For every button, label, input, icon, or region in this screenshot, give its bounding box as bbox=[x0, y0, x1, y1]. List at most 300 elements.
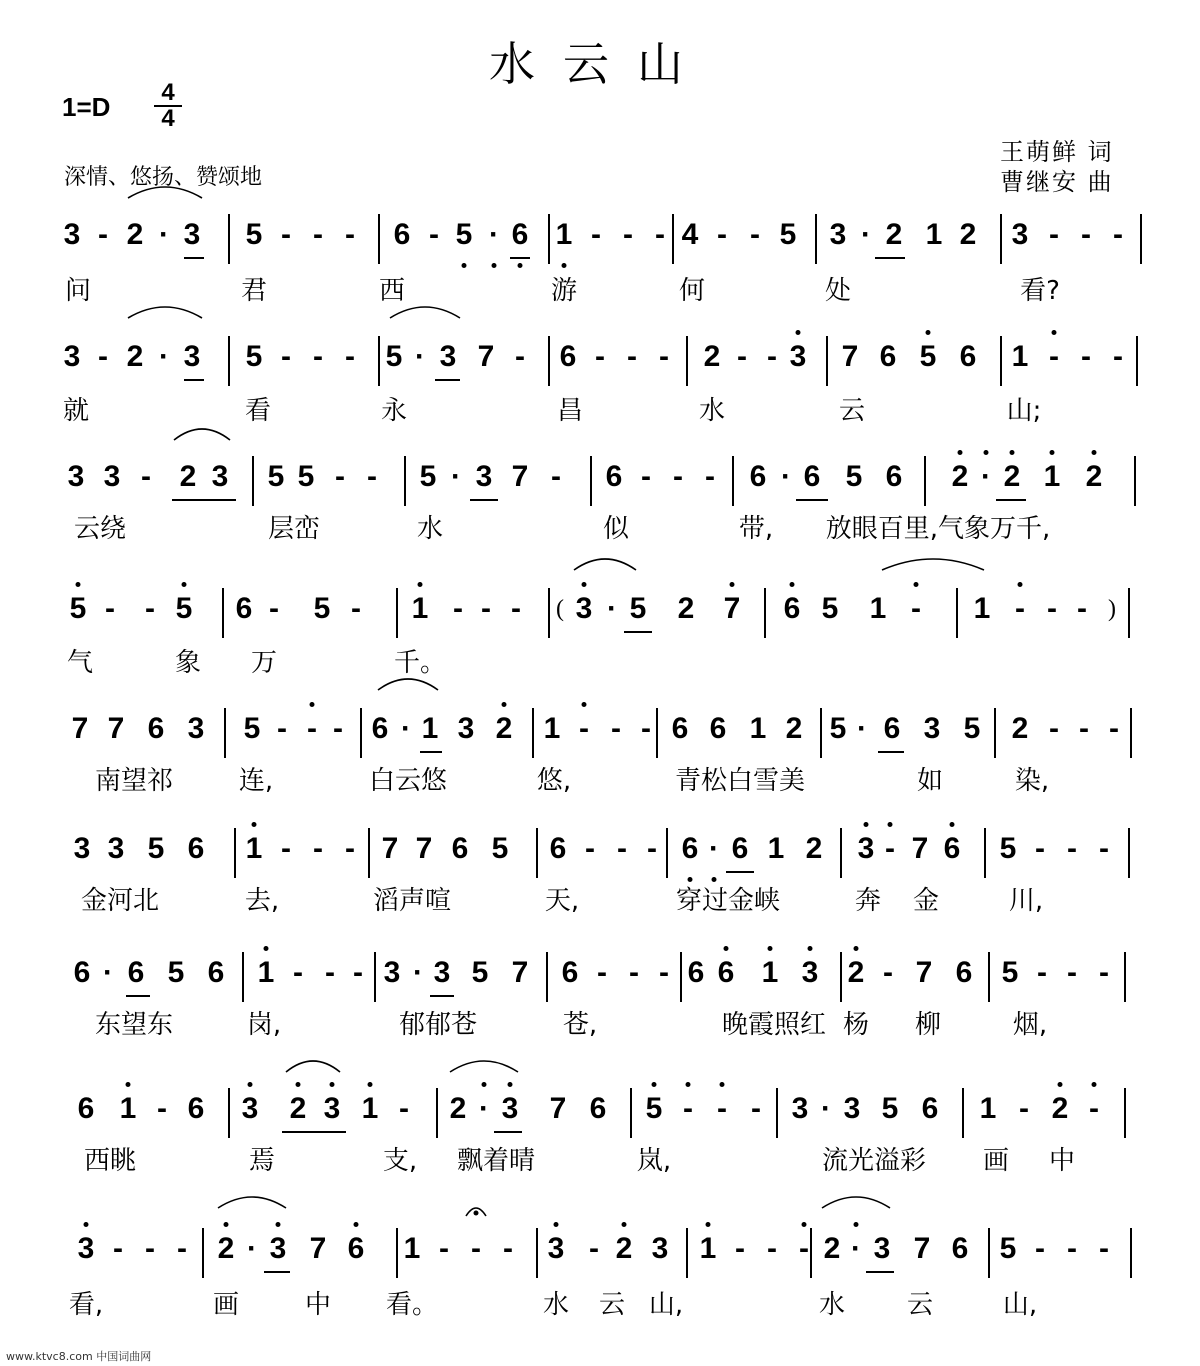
eighth-underline bbox=[126, 995, 150, 997]
eighth-underline bbox=[184, 257, 204, 259]
note: 6 bbox=[951, 1232, 969, 1265]
note: 1 bbox=[411, 592, 429, 625]
lyric: 中 bbox=[304, 1290, 332, 1320]
augmentation-dot: · bbox=[821, 1092, 831, 1125]
dash: - bbox=[595, 340, 605, 373]
barline bbox=[1136, 336, 1138, 386]
note: 5 bbox=[419, 460, 437, 493]
barline bbox=[776, 1088, 778, 1138]
note: 2 bbox=[1011, 712, 1029, 745]
lyric: 西眺 bbox=[83, 1146, 137, 1176]
staff-line bbox=[0, 1222, 1200, 1284]
note: 1 bbox=[767, 832, 785, 865]
note: 5 bbox=[313, 592, 331, 625]
barline bbox=[242, 952, 244, 1002]
slur bbox=[450, 1061, 518, 1072]
lyric: 支, bbox=[382, 1146, 418, 1176]
dash: - bbox=[313, 340, 323, 373]
note: 2 bbox=[847, 956, 865, 989]
octave-dot-low bbox=[518, 263, 523, 268]
note: 5 bbox=[829, 712, 847, 745]
note: 6 bbox=[511, 218, 529, 251]
octave-dot-high bbox=[582, 582, 587, 587]
eighth-underline bbox=[878, 751, 904, 753]
note: 6 bbox=[803, 460, 821, 493]
dash: - bbox=[335, 460, 345, 493]
dash: - bbox=[345, 832, 355, 865]
note: 1 bbox=[761, 956, 779, 989]
note: 2 bbox=[615, 1232, 633, 1265]
lyric: 看? bbox=[1020, 276, 1060, 306]
lyric: 云 bbox=[598, 1290, 626, 1320]
dash: - bbox=[515, 340, 525, 373]
dash: - bbox=[641, 712, 651, 745]
staff-line bbox=[0, 946, 1200, 1008]
augmentation-dot: · bbox=[159, 340, 169, 373]
lyric: 焉 bbox=[248, 1146, 276, 1176]
note: 6 bbox=[371, 712, 389, 745]
octave-dot-high bbox=[854, 1222, 859, 1227]
note: 7 bbox=[723, 592, 741, 625]
octave-dot-high bbox=[720, 1082, 725, 1087]
lyric: 画 bbox=[212, 1290, 240, 1320]
note: 6 bbox=[187, 1092, 205, 1125]
octave-dot-high bbox=[1092, 1082, 1097, 1087]
lyric-line bbox=[0, 510, 1200, 550]
dash: - bbox=[1049, 218, 1059, 251]
lyric: 中 bbox=[1048, 1146, 1076, 1176]
dash: - bbox=[281, 218, 291, 251]
barline bbox=[686, 336, 688, 386]
note: 2 bbox=[703, 340, 721, 373]
note: 1 bbox=[555, 218, 573, 251]
eighth-underline bbox=[624, 631, 652, 633]
octave-dot-high bbox=[554, 1222, 559, 1227]
note: 6 bbox=[783, 592, 801, 625]
note: 6 bbox=[451, 832, 469, 865]
note: 6 bbox=[879, 340, 897, 373]
note: 5 bbox=[491, 832, 509, 865]
dash: - bbox=[591, 218, 601, 251]
octave-dot-high bbox=[252, 822, 257, 827]
note: 6 bbox=[589, 1092, 607, 1125]
lyric: 山; bbox=[1006, 396, 1042, 426]
note: 5 bbox=[175, 592, 193, 625]
lyric: 穿过金峡 bbox=[675, 886, 781, 916]
octave-dot-high bbox=[354, 1222, 359, 1227]
lyric: 西 bbox=[378, 276, 406, 306]
note: 1 bbox=[257, 956, 275, 989]
note: 5 bbox=[147, 832, 165, 865]
note: 3 bbox=[873, 1232, 891, 1265]
dash: - bbox=[351, 592, 361, 625]
note: 6 bbox=[347, 1232, 365, 1265]
slur bbox=[286, 1061, 340, 1072]
dash: - bbox=[333, 712, 343, 745]
augmentation-dot: · bbox=[861, 218, 871, 251]
octave-dot-high bbox=[926, 330, 931, 335]
augmentation-dot: · bbox=[413, 956, 423, 989]
lyric-line bbox=[0, 1286, 1200, 1326]
augmentation-dot: · bbox=[857, 712, 867, 745]
note: 3 bbox=[475, 460, 493, 493]
note: 6 bbox=[731, 832, 749, 865]
lyric: 云 bbox=[906, 1290, 934, 1320]
lyric: 似 bbox=[602, 514, 630, 544]
staff-line bbox=[0, 702, 1200, 764]
octave-dot-high bbox=[482, 1082, 487, 1087]
augmentation-dot: · bbox=[709, 832, 719, 865]
lyric: 带, bbox=[738, 514, 774, 544]
note: 6 bbox=[955, 956, 973, 989]
note: 5 bbox=[245, 340, 263, 373]
note: 3 bbox=[1011, 218, 1029, 251]
lyric: 岚, bbox=[636, 1146, 672, 1176]
barline bbox=[840, 828, 842, 878]
note: 5 bbox=[243, 712, 261, 745]
dash: - bbox=[641, 460, 651, 493]
lyric: 柳 bbox=[914, 1010, 942, 1040]
octave-dot-high bbox=[310, 702, 315, 707]
note: 1 bbox=[699, 1232, 717, 1265]
lyric: 何 bbox=[678, 276, 706, 306]
eighth-underline bbox=[435, 379, 460, 381]
barline bbox=[252, 456, 254, 506]
staff-line bbox=[0, 822, 1200, 884]
barline bbox=[820, 708, 822, 758]
slur bbox=[822, 1197, 890, 1208]
time-signature-bottom: 4 bbox=[161, 105, 175, 132]
dash: - bbox=[551, 460, 561, 493]
note: 6 bbox=[77, 1092, 95, 1125]
barline bbox=[1124, 952, 1126, 1002]
lyricist-credit: 王萌鲜 词 bbox=[1000, 138, 1114, 166]
barline bbox=[988, 1228, 990, 1278]
barline bbox=[988, 952, 990, 1002]
note: 2 bbox=[959, 218, 977, 251]
lyric: 看, bbox=[68, 1290, 104, 1320]
lyric: 染, bbox=[1014, 766, 1050, 796]
barline bbox=[994, 708, 996, 758]
footer-watermark: www.ktvc8.com 中国词曲网 bbox=[6, 1350, 152, 1363]
open-paren: ( bbox=[556, 596, 564, 622]
barline bbox=[202, 1228, 204, 1278]
dash: - bbox=[345, 340, 355, 373]
dash: - bbox=[735, 1232, 745, 1265]
augmentation-dot: · bbox=[103, 956, 113, 989]
barline bbox=[536, 828, 538, 878]
octave-dot-low bbox=[562, 263, 567, 268]
dash: - bbox=[1067, 956, 1077, 989]
lyric-line bbox=[0, 392, 1200, 432]
lyric: 处 bbox=[824, 276, 852, 306]
lyric: 郁郁苍 bbox=[398, 1010, 478, 1040]
lyric: 岗, bbox=[246, 1010, 282, 1040]
augmentation-dot: · bbox=[607, 592, 617, 625]
dash: - bbox=[471, 1232, 481, 1265]
octave-dot-high bbox=[802, 1222, 807, 1227]
note: 3 bbox=[67, 460, 85, 493]
note: 7 bbox=[477, 340, 495, 373]
octave-dot-high bbox=[368, 1082, 373, 1087]
barline bbox=[374, 952, 376, 1002]
barline bbox=[404, 456, 406, 506]
octave-dot-high bbox=[790, 582, 795, 587]
barline bbox=[360, 708, 362, 758]
lyric: 水 bbox=[542, 1290, 570, 1320]
dash: - bbox=[683, 1092, 693, 1125]
dash: - bbox=[1079, 712, 1089, 745]
note: 5 bbox=[821, 592, 839, 625]
barline bbox=[1130, 1228, 1132, 1278]
octave-dot-high bbox=[984, 450, 989, 455]
note: 5 bbox=[167, 956, 185, 989]
note: 1 bbox=[869, 592, 887, 625]
barline bbox=[666, 828, 668, 878]
dash: - bbox=[655, 218, 665, 251]
lyric: 君 bbox=[240, 276, 268, 306]
lyric: 云 bbox=[838, 396, 866, 426]
dash: - bbox=[1049, 340, 1059, 373]
dash: - bbox=[623, 218, 633, 251]
barline bbox=[1128, 828, 1130, 878]
lyric: 悠, bbox=[536, 766, 572, 796]
eighth-underline bbox=[282, 1131, 346, 1133]
dash: - bbox=[1015, 592, 1025, 625]
time-signature bbox=[154, 79, 182, 132]
barline bbox=[924, 456, 926, 506]
note: 7 bbox=[107, 712, 125, 745]
octave-dot-high bbox=[622, 1222, 627, 1227]
note: 2 bbox=[1051, 1092, 1069, 1125]
note: 3 bbox=[269, 1232, 287, 1265]
note: 6 bbox=[709, 712, 727, 745]
lyric: 东望东 bbox=[94, 1010, 174, 1040]
lyric: 去, bbox=[244, 886, 280, 916]
octave-dot-high bbox=[724, 946, 729, 951]
octave-dot-high bbox=[1092, 450, 1097, 455]
barline bbox=[826, 336, 828, 386]
eighth-underline bbox=[494, 1131, 522, 1133]
slur bbox=[574, 559, 636, 570]
lyric: 青松白雪美 bbox=[674, 766, 806, 796]
octave-dot-high bbox=[1058, 1082, 1063, 1087]
note: 5 bbox=[779, 218, 797, 251]
note: 3 bbox=[107, 832, 125, 865]
note: 5 bbox=[999, 832, 1017, 865]
barline bbox=[962, 1088, 964, 1138]
dash: - bbox=[1035, 832, 1045, 865]
dash: - bbox=[353, 956, 363, 989]
dash: - bbox=[1067, 1232, 1077, 1265]
dash: - bbox=[617, 832, 627, 865]
dash: - bbox=[737, 340, 747, 373]
dash: - bbox=[629, 956, 639, 989]
lyric: 天, bbox=[544, 886, 580, 916]
barline bbox=[815, 214, 817, 264]
note: 3 bbox=[923, 712, 941, 745]
augmentation-dot: · bbox=[401, 712, 411, 745]
staff-line bbox=[0, 1082, 1200, 1144]
lyric: 水 bbox=[818, 1290, 846, 1320]
staff-line bbox=[0, 582, 1200, 644]
octave-dot-high bbox=[582, 702, 587, 707]
note: 6 bbox=[749, 460, 767, 493]
note: 6 bbox=[681, 832, 699, 865]
dash: - bbox=[307, 712, 317, 745]
dash: - bbox=[511, 592, 521, 625]
eighth-underline bbox=[470, 499, 498, 501]
dash: - bbox=[1099, 956, 1109, 989]
note: 3 bbox=[241, 1092, 259, 1125]
note: 6 bbox=[959, 340, 977, 373]
note: 3 bbox=[183, 218, 201, 251]
octave-dot-high bbox=[76, 582, 81, 587]
augmentation-dot: · bbox=[489, 218, 499, 251]
barline bbox=[1000, 336, 1002, 386]
dash: - bbox=[145, 592, 155, 625]
note: 6 bbox=[147, 712, 165, 745]
barline bbox=[368, 828, 370, 878]
dash: - bbox=[767, 1232, 777, 1265]
dash: - bbox=[589, 1232, 599, 1265]
dash: - bbox=[659, 340, 669, 373]
barline bbox=[228, 214, 230, 264]
dash: - bbox=[659, 956, 669, 989]
note: 5 bbox=[629, 592, 647, 625]
eighth-underline bbox=[796, 499, 828, 501]
dash: - bbox=[325, 956, 335, 989]
dash: - bbox=[1019, 1092, 1029, 1125]
dash: - bbox=[1035, 1232, 1045, 1265]
note: 2 bbox=[126, 340, 144, 373]
augmentation-dot: · bbox=[781, 460, 791, 493]
note: 6 bbox=[235, 592, 253, 625]
dash: - bbox=[1099, 832, 1109, 865]
octave-dot-high bbox=[502, 702, 507, 707]
barline bbox=[1134, 456, 1136, 506]
dash: - bbox=[113, 1232, 123, 1265]
note: 2 bbox=[885, 218, 903, 251]
dash: - bbox=[883, 956, 893, 989]
dash: - bbox=[751, 1092, 761, 1125]
note: 3 bbox=[789, 340, 807, 373]
lyric: 放眼百里,气象万千, bbox=[825, 514, 1051, 544]
dash: - bbox=[1077, 592, 1087, 625]
note: 3 bbox=[501, 1092, 519, 1125]
augmentation-dot: · bbox=[479, 1092, 489, 1125]
barline bbox=[686, 1228, 688, 1278]
eighth-underline bbox=[184, 379, 204, 381]
barline bbox=[532, 708, 534, 758]
barline bbox=[1130, 708, 1132, 758]
slur bbox=[218, 1197, 286, 1208]
lyric: 连, bbox=[238, 766, 274, 796]
lyric: 看 bbox=[244, 396, 272, 426]
barline bbox=[840, 952, 842, 1002]
lyric: 千。 bbox=[393, 648, 447, 678]
note: 7 bbox=[911, 832, 929, 865]
note: 2 bbox=[951, 460, 969, 493]
dash: - bbox=[277, 712, 287, 745]
barline bbox=[810, 1228, 812, 1278]
note: 3 bbox=[73, 832, 91, 865]
dash: - bbox=[269, 592, 279, 625]
time-signature-top: 4 bbox=[161, 79, 175, 106]
note: 1 bbox=[973, 592, 991, 625]
eighth-underline bbox=[430, 995, 454, 997]
dash: - bbox=[750, 218, 760, 251]
note: 2 bbox=[217, 1232, 235, 1265]
dash: - bbox=[911, 592, 921, 625]
note: 7 bbox=[841, 340, 859, 373]
eighth-underline bbox=[420, 751, 442, 753]
dash: - bbox=[1109, 712, 1119, 745]
note: 6 bbox=[885, 460, 903, 493]
dash: - bbox=[885, 832, 895, 865]
dash: - bbox=[717, 218, 727, 251]
barline bbox=[732, 456, 734, 506]
note: 3 bbox=[651, 1232, 669, 1265]
dash: - bbox=[585, 832, 595, 865]
eighth-underline bbox=[996, 499, 1026, 501]
tempo-marking: 深情、悠扬、赞颂地 bbox=[64, 165, 263, 190]
fermata bbox=[466, 1208, 486, 1216]
octave-dot-high bbox=[888, 822, 893, 827]
dash: - bbox=[281, 832, 291, 865]
barline bbox=[378, 336, 380, 386]
note: 6 bbox=[717, 956, 735, 989]
note: 6 bbox=[605, 460, 623, 493]
octave-dot-high bbox=[1010, 450, 1015, 455]
note: 6 bbox=[207, 956, 225, 989]
lyric: 流光溢彩 bbox=[821, 1146, 927, 1176]
lyric: 画 bbox=[982, 1146, 1010, 1176]
lyric: 白云悠 bbox=[368, 766, 448, 796]
note: 5 bbox=[845, 460, 863, 493]
note: 3 bbox=[383, 956, 401, 989]
lyric: 就 bbox=[62, 396, 90, 426]
note: 2 bbox=[805, 832, 823, 865]
note: 5 bbox=[385, 340, 403, 373]
octave-dot-high bbox=[958, 450, 963, 455]
staff-line bbox=[0, 450, 1200, 512]
octave-dot-high bbox=[730, 582, 735, 587]
note: 5 bbox=[245, 218, 263, 251]
barline bbox=[590, 456, 592, 506]
octave-dot-high bbox=[686, 1082, 691, 1087]
barline bbox=[396, 1228, 398, 1278]
augmentation-dot: · bbox=[415, 340, 425, 373]
lyric: 看。 bbox=[385, 1290, 439, 1320]
barline bbox=[656, 708, 658, 758]
dash: - bbox=[597, 956, 607, 989]
lyric: 南望祁 bbox=[94, 766, 174, 796]
lyric: 如 bbox=[916, 766, 944, 796]
octave-dot-high bbox=[706, 1222, 711, 1227]
note: 7 bbox=[309, 1232, 327, 1265]
lyric: 飘着晴 bbox=[456, 1146, 536, 1176]
note: 1 bbox=[749, 712, 767, 745]
note: 3 bbox=[547, 1232, 565, 1265]
barline bbox=[436, 1088, 438, 1138]
note: 6 bbox=[671, 712, 689, 745]
note: 3 bbox=[63, 218, 81, 251]
dash: - bbox=[579, 712, 589, 745]
dash: - bbox=[1089, 1092, 1099, 1125]
lyric: 烟, bbox=[1012, 1010, 1048, 1040]
note: 7 bbox=[913, 1232, 931, 1265]
